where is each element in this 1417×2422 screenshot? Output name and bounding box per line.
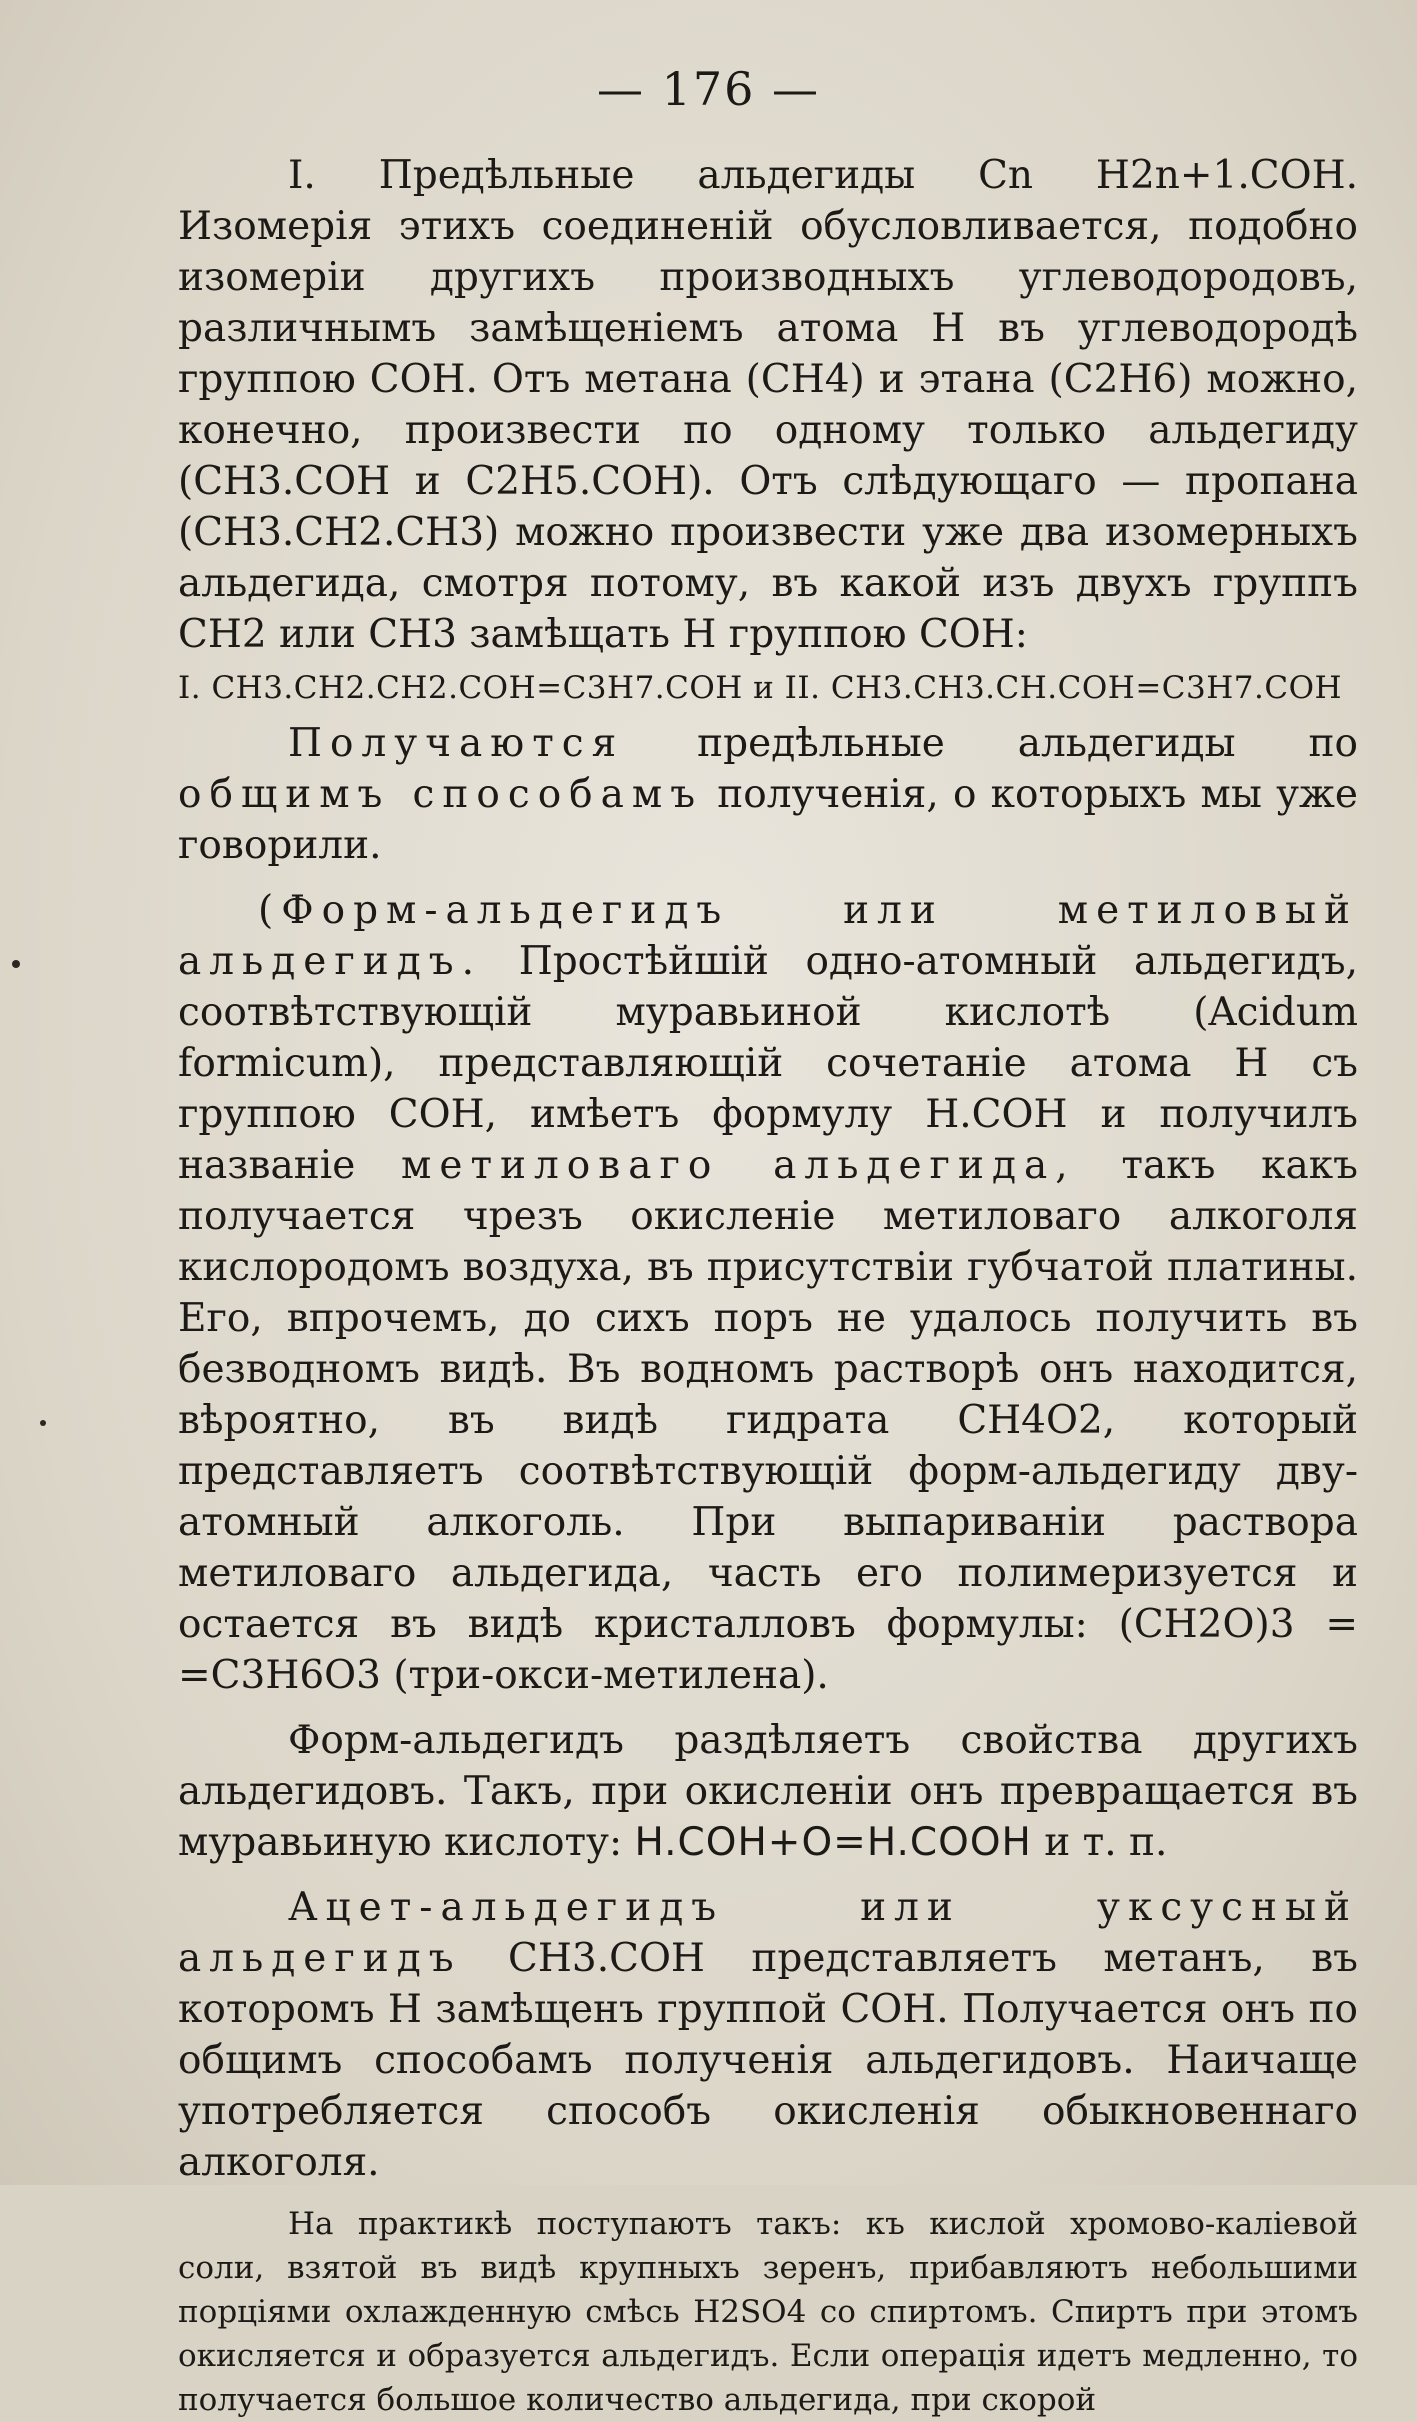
paragraph-saturated-aldehydes: I. Предѣльные альдегиды Cn H2n+1.COH. Изомерія этихъ соединеній обусловливается, подобно изомеріи другихъ производныхъ углеводородовъ, различнымъ замѣщеніемъ атома H въ углеводородѣ группою COH. Отъ метана (CH4) и этана (C2H6) можно, конечно, произвести по одному только альдегиду (CH3.COH и C2H5.COH). Отъ слѣдующаго — пропана (CH3.CH2.CH3) можно произвести уже два изомерныхъ альдегида, смотря потому, въ какой изъ двухъ группъ CH2 или CH3 замѣщать H группою COH: xyxy=(178,153,1358,657)
paragraph-preparation: Получаются предѣльные альдегиды по общимъ способамъ полученія, о которыхъ мы уже говорили. xyxy=(178,721,1358,868)
ink-speck xyxy=(12,960,20,968)
ink-speck xyxy=(40,1420,46,1426)
isomer-formula-line: I. CH3.CH2.CH2.COH=C3H7.COH и II. CH3.CH3.CH.COH=C3H7.COH xyxy=(178,670,1343,706)
inline-formula: H.COH+O=H.COOH xyxy=(634,1820,1032,1865)
spaced-term: общимъ способамъ xyxy=(178,772,704,817)
page-number: — 176 — xyxy=(596,62,821,116)
page-text xyxy=(178,150,1358,2422)
paragraph-acetaldehyde: Ацет-альдегидъ или уксусный альдегидъ CH3.COH представляетъ метанъ, въ которомъ H замѣщенъ группой COH. Получается онъ по общимъ способамъ полученія альдегидовъ. Наичаще употребляется способъ окисленія обыкновеннаго алкоголя. xyxy=(178,1885,1358,2185)
spaced-term: метиловаго альдегида, xyxy=(401,1143,1076,1188)
paragraph-formaldehyde: (Форм-альдегидъ или метиловый альдегидъ. Простѣйшій одно-атомный альдегидъ, соотвѣтствующій муравьиной кислотѣ (Acidum formicum), представляющій сочетаніе атома H съ группою COH, имѣетъ формулу H.COH и получилъ названіе метиловаго альдегида, такъ какъ получается чрезъ окисленіе метиловаго алкоголя кислородомъ воздуха, въ присутствіи губчатой платины. Его, впрочемъ, до сихъ поръ не удалось получить въ безводномъ видѣ. Въ водномъ растворѣ онъ находится, вѣроятно, въ видѣ гидрата CH4O2, который представляетъ соотвѣтствующій форм-альдегиду дву-атомный алкоголь. При выпариваніи раствора метиловаго альдегида, часть его полимеризуется и остается въ видѣ кристалловъ формулы: (CH2O)3 = =C3H6O3 (три-окси-метилена). xyxy=(178,888,1358,1698)
section-heading-formaldehyde: (Форм-альдегидъ или метиловый альдегидъ. xyxy=(178,888,1358,984)
spaced-term: Получаются xyxy=(288,721,625,766)
paragraph-formaldehyde-oxidation: Форм-альдегидъ раздѣляетъ свойства другихъ альдегидовъ. Такъ, при окисленіи онъ превращается въ муравьиную кислоту: H.COH+O=H.COOH и т. п. xyxy=(178,1718,1358,1865)
paragraph-small-print-practice: На практикѣ поступаютъ такъ: къ кислой хромово-каліевой соли, взятой въ видѣ крупныхъ зеренъ, прибавляютъ небольшими порціями охлажденную смѣсь H2SO4 со спиртомъ. Спиртъ при этомъ окисляется и образуется альдегидъ. Если операція идетъ медленно, то получается большое количество альдегида, при скорой xyxy=(178,2206,1358,2418)
section-heading-acetaldehyde: Ацет-альдегидъ или уксусный альдегидъ xyxy=(178,1885,1358,1981)
